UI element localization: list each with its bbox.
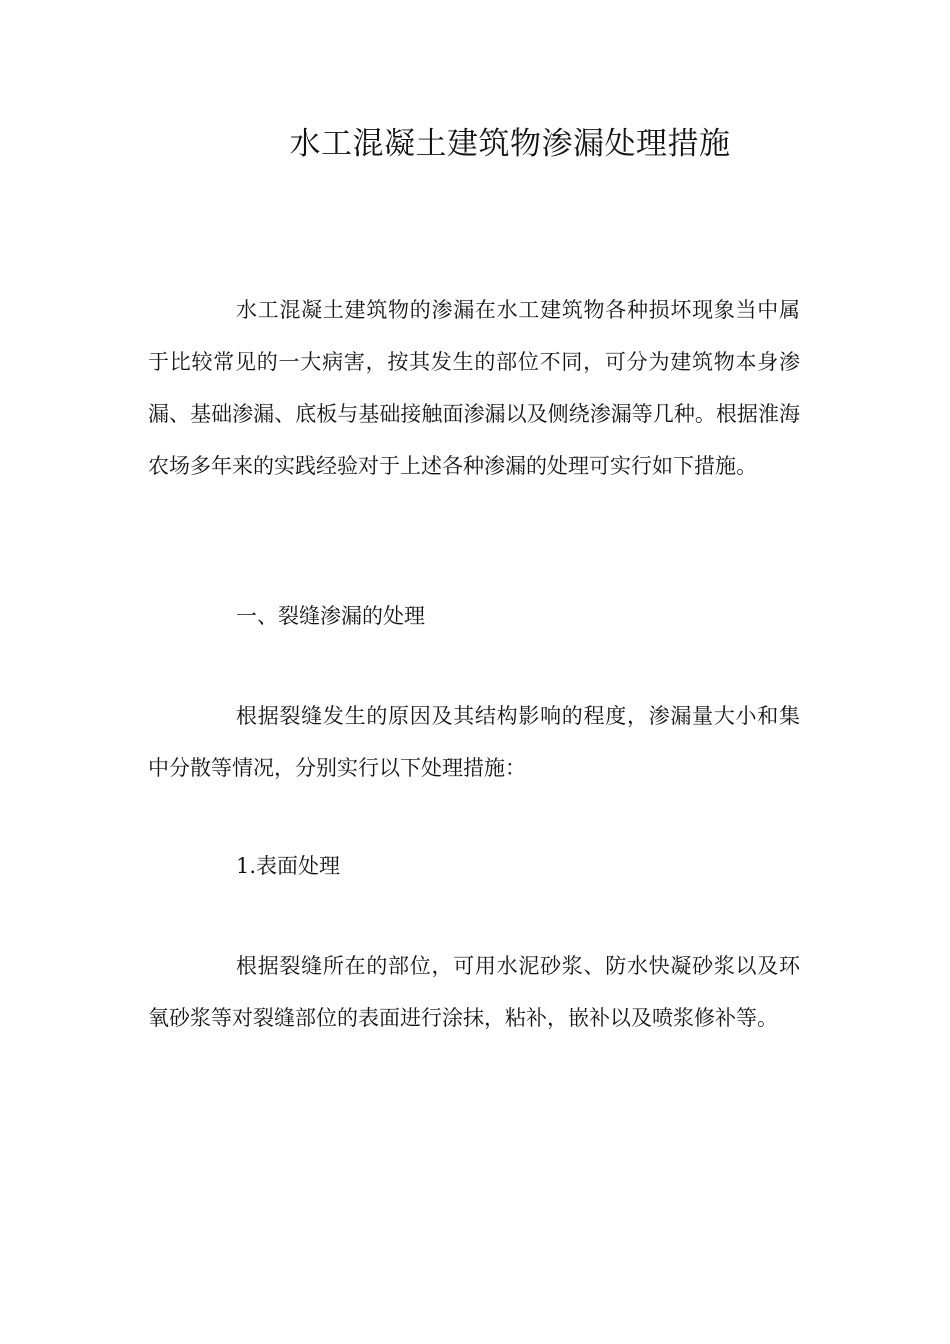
intro-paragraph: 水工混凝土建筑物的渗漏在水工建筑物各种损坏现象当中属于比较常见的一大病害，按其发生的部位不同，可分为建筑物本身渗漏、基础渗漏、底板与基础接触面渗漏以及侧绕渗漏等几种。根据淮海农场多年来的实践经验对于上述各种渗漏的处理可实行如下措施。 [148, 298, 800, 478]
crack-leakage-paragraph: 根据裂缝发生的原因及其结构影响的程度，渗漏量大小和集中分散等情况，分别实行以下处理措施： [148, 704, 800, 780]
section-heading-crack-leakage: 一、裂缝渗漏的处理 [236, 604, 425, 628]
surface-treatment-paragraph: 根据裂缝所在的部位，可用水泥砂浆、防水快凝砂浆以及环氧砂浆等对裂缝部位的表面进行涂抹，粘补，嵌补以及喷浆修补等。 [148, 954, 800, 1030]
page-title: 水工混凝土建筑物渗漏处理措施 [289, 126, 731, 162]
subsection-heading-surface-treatment: 1.表面处理 [236, 854, 341, 878]
